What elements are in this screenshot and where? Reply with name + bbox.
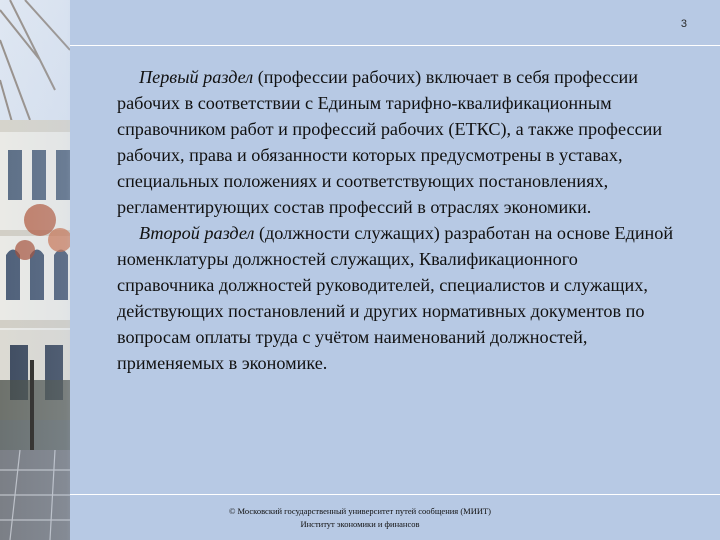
section-two-text: (должности служащих) разработан на основе Единой номенклатуры должностей служащих, Квалификационного справочника должностей руководителей, специалистов и служащих, действующих постановлений и других нормативных документов по вопросам оплаты труда с учётом наименований должностей, применяемых в экономике. <box>117 223 674 373</box>
footer <box>180 505 540 531</box>
slide-body <box>117 64 677 376</box>
top-divider <box>70 45 720 46</box>
slide-number: 3 <box>680 18 687 30</box>
section-two-title: Второй раздел <box>139 223 255 243</box>
section-one-text: (профессии рабочих) включает в себя профессии рабочих в соответствии с Единым тарифно-квалификационным справочником работ и профессий рабочих (ЕТКС), а также профессии рабочих, права и обязанности которых предусмотрены в уставах, специальных положениях и соответствующих постановлениях, регламентирующих состав профессий в отраслях экономики. <box>117 67 663 217</box>
paragraph-workers <box>117 64 677 220</box>
section-one-title: Первый раздел <box>139 67 254 87</box>
paragraph-employees <box>117 220 677 376</box>
footer-copyright: © Московский государственный университет путей сообщения (МИИТ) <box>228 506 492 516</box>
bottom-divider <box>70 494 720 495</box>
footer-institute: Институт экономики и финансов <box>300 519 420 529</box>
